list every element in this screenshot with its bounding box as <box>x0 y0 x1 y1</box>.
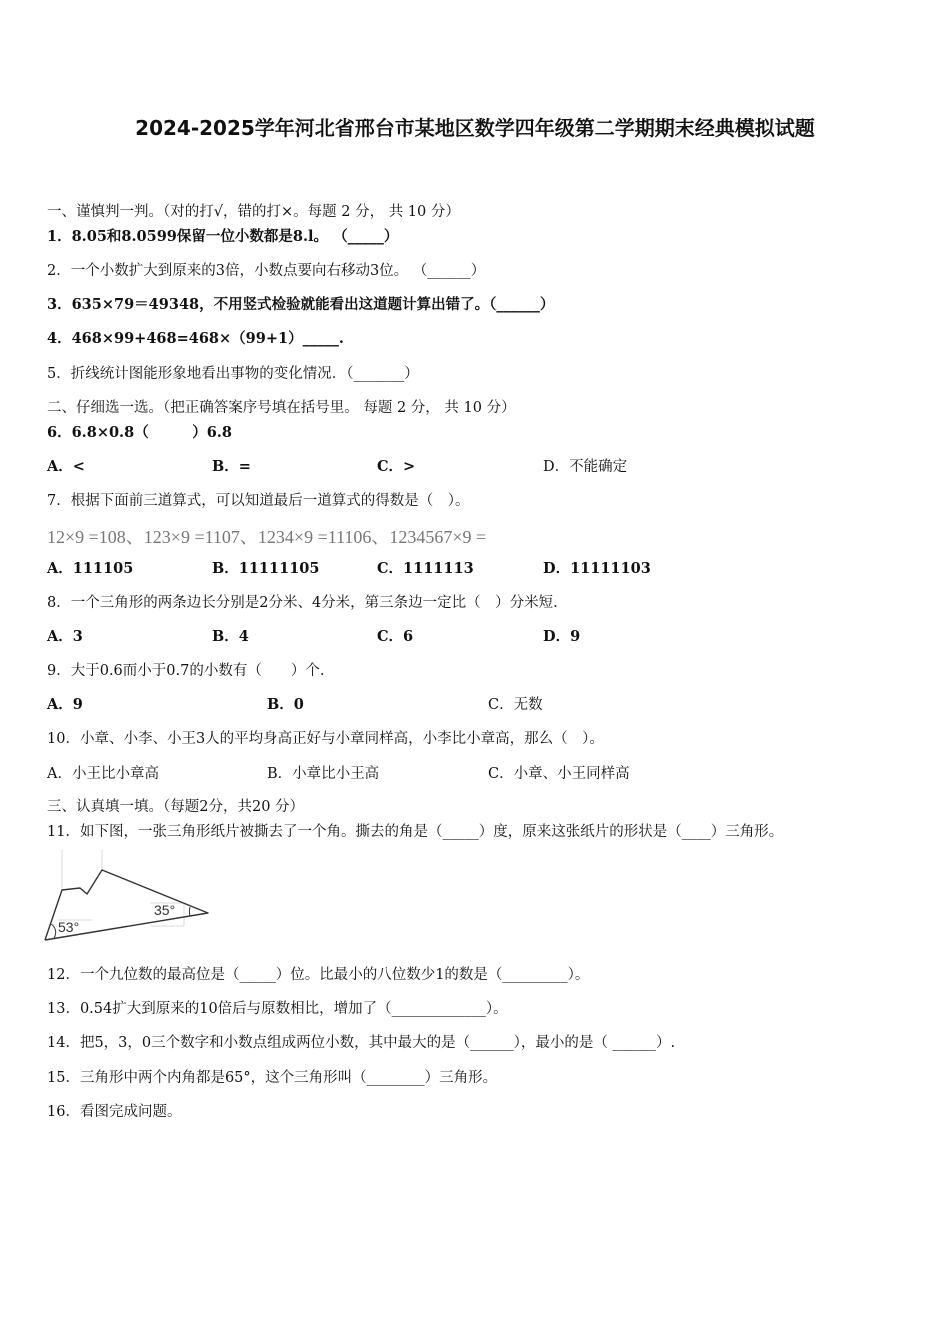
q7-option-d: D．11111103 <box>543 560 651 577</box>
section2-heading: 二、仔细选一选。（把正确答案序号填在括号里。 每题 2 分， 共 10 分） <box>47 400 516 416</box>
q7-option-b: B．11111105 <box>212 560 320 577</box>
q7-formula: 12×9 =108、123×9 =1107、1234×9 =11106、1234567×9 = <box>47 527 487 547</box>
question-9: 9．大于0.6而小于0.7的小数有（ ）个. <box>47 663 325 679</box>
angle-label-53: 53° <box>58 919 80 935</box>
question-5: 5．折线统计图能形象地看出事物的变化情况．（_______） <box>47 366 419 382</box>
q10-option-a: A．小王比小章高 <box>47 766 159 782</box>
torn-triangle-figure <box>40 848 220 948</box>
question-13: 13．0.54扩大到原来的10倍后与原数相比，增加了（_____________）。 <box>47 1001 508 1017</box>
question-16: 16．看图完成问题。 <box>47 1104 182 1120</box>
angle-arc-left <box>51 924 56 938</box>
page-title: 2024-2025学年河北省邢台市某地区数学四年级第二学期期末经典模拟试题 <box>135 116 815 140</box>
question-7: 7．根据下面前三道算式，可以知道最后一道算式的得数是（ ）。 <box>47 493 470 509</box>
q6-option-d: D．不能确定 <box>543 459 628 475</box>
q9-option-a: A．9 <box>47 696 83 713</box>
question-11: 11．如下图，一张三角形纸片被撕去了一个角。撕去的角是（_____）度，原来这张纸片的形状是（____）三角形。 <box>47 824 784 840</box>
q10-option-c: C．小章、小王同样高 <box>488 766 630 782</box>
q8-option-d: D．9 <box>543 628 581 645</box>
question-1: 1．8.05和8.0599保留一位小数都是8.l。 （_____） <box>47 228 399 245</box>
q8-option-c: C．6 <box>377 628 414 645</box>
question-10: 10．小章、小李、小王3人的平均身高正好与小章同样高，小李比小章高，那么（ ）。 <box>47 731 604 747</box>
question-14: 14．把5，3，0三个数字和小数点组成两位小数，其中最大的是（______），最小的是（ ______）. <box>47 1035 676 1051</box>
question-2: 2．一个小数扩大到原来的3倍，小数点要向右移动3位。 （______） <box>47 263 486 279</box>
q7-option-a: A．111105 <box>47 560 134 577</box>
angle-label-35: 35° <box>154 902 176 918</box>
question-3: 3．635×79＝49348，不用竖式检验就能看出这道题计算出错了。（______） <box>47 296 555 313</box>
q9-option-b: B．0 <box>267 696 304 713</box>
question-4: 4．468×99+468=468×（99+1）_____. <box>47 330 344 347</box>
question-12: 12．一个九位数的最高位是（_____）位。比最小的八位数少1的数是（_________）。 <box>47 967 590 983</box>
q8-option-b: B．4 <box>212 628 249 645</box>
question-6: 6．6.8×0.8（ ）6.8 <box>47 424 232 441</box>
section3-heading: 三、认真填一填。（每题2分，共20 分） <box>47 799 305 815</box>
q10-option-b: B．小章比小王高 <box>267 766 380 782</box>
q7-option-c: C．1111113 <box>377 560 474 577</box>
q8-option-a: A．3 <box>47 628 83 645</box>
angle-arc-right <box>189 907 190 916</box>
question-8: 8．一个三角形的两条边长分别是2分米、4分米，第三条边一定比（ ）分米短. <box>47 595 558 611</box>
question-15: 15．三角形中两个内角都是65°，这个三角形叫（________）三角形。 <box>47 1070 498 1086</box>
q9-option-c: C．无数 <box>488 697 543 713</box>
q6-option-a: A．< <box>47 458 85 475</box>
q6-option-c: C．> <box>377 458 416 475</box>
q6-option-b: B．= <box>212 458 251 475</box>
section1-heading: 一、谨慎判一判。（对的打√，错的打×。每题 2 分， 共 10 分） <box>47 204 460 220</box>
